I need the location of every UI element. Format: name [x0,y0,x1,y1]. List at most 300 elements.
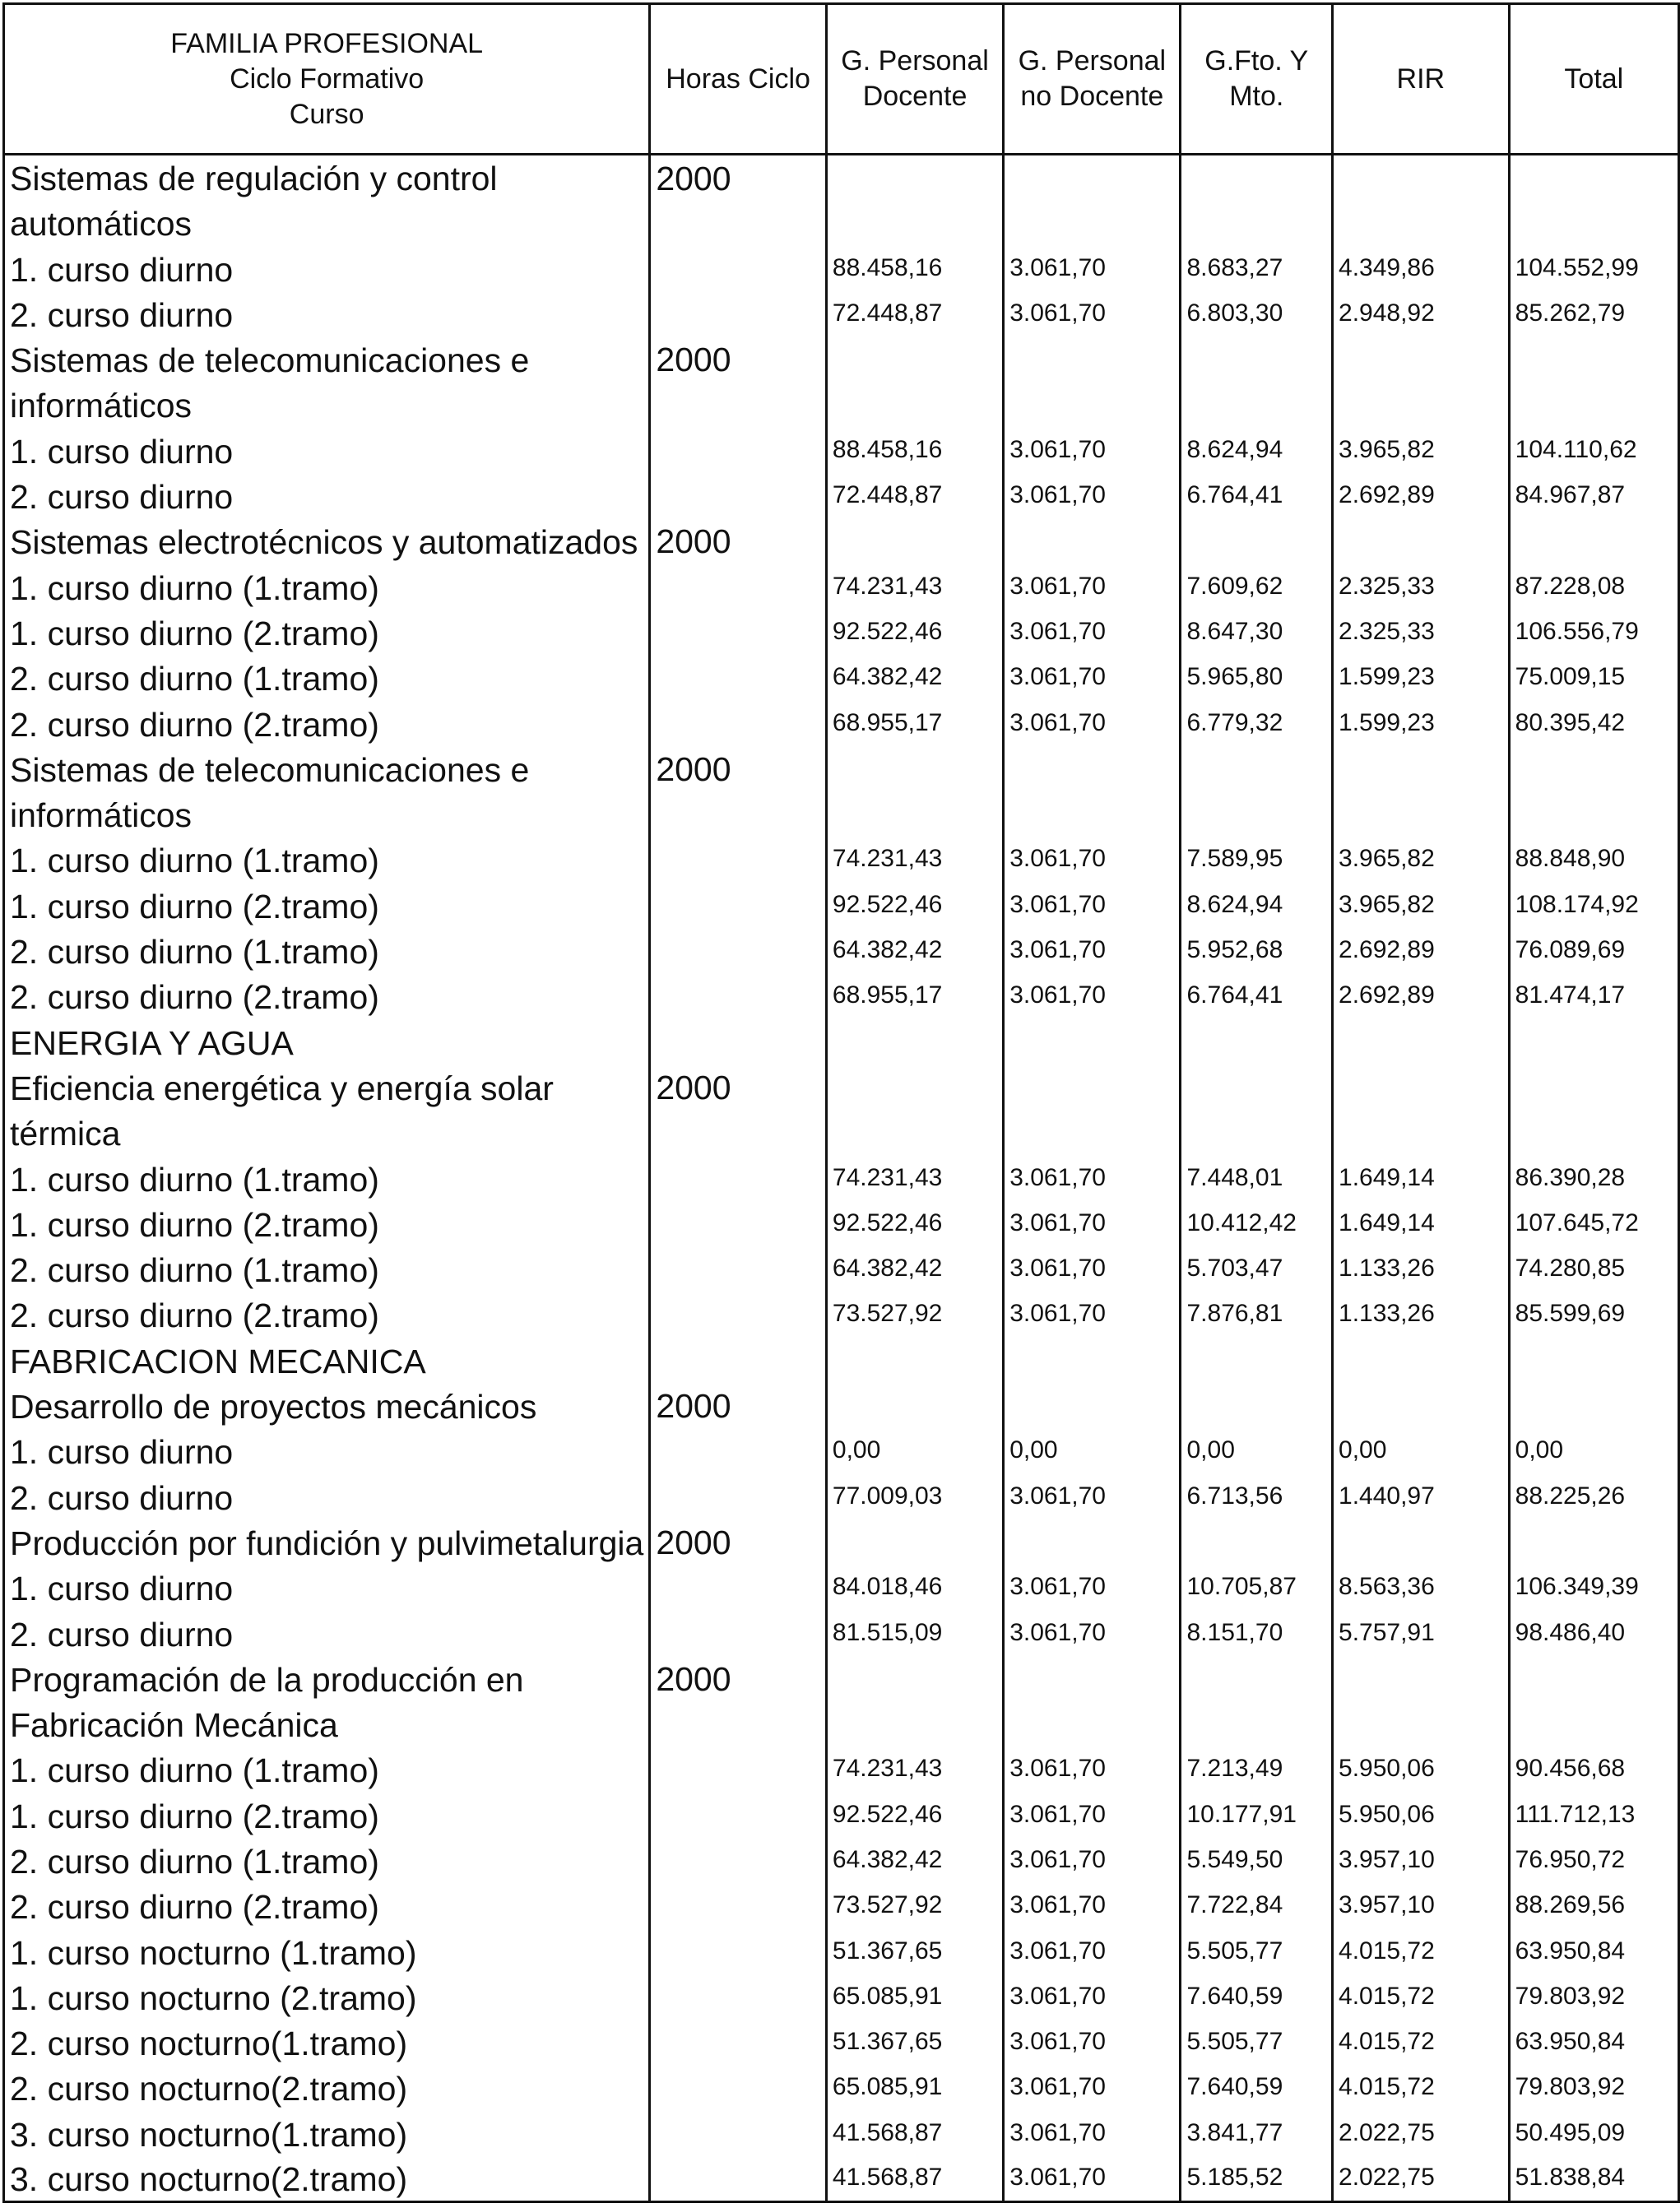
hours-cell [650,973,827,1018]
hours-cell [650,1246,827,1292]
rir-cell: 4.015,72 [1333,1974,1510,2020]
hours-cell [650,245,827,290]
non-teaching-staff-cell: 3.061,70 [1004,1974,1181,2020]
table-row [4,382,1679,427]
non-teaching-staff-cell [1004,1383,1181,1428]
teaching-staff-cell [826,1519,1003,1565]
table-row [4,1155,1679,1200]
rir-cell [1333,1519,1510,1565]
rir-cell: 2.692,89 [1333,473,1510,518]
hours-cell [650,837,827,882]
table-row [4,2020,1679,2065]
operation-cell: 10.412,42 [1181,1201,1333,1246]
rir-cell [1333,1656,1510,1701]
hours-cell [650,610,827,655]
total-cell: 76.089,69 [1509,928,1678,973]
table-row [4,473,1679,518]
row-label: Fabricación Mecánica [4,1701,650,1746]
row-label: 2. curso diurno [4,1473,650,1519]
teaching-staff-cell: 72.448,87 [826,291,1003,336]
table-row [4,928,1679,973]
non-teaching-staff-cell: 3.061,70 [1004,1883,1181,1928]
table-body [4,155,1679,2202]
non-teaching-staff-cell: 3.061,70 [1004,2110,1181,2155]
row-label: 1. curso diurno [4,427,650,472]
table-row [4,1519,1679,1565]
table-row [4,1428,1679,1473]
row-label: 1. curso diurno (2.tramo) [4,610,650,655]
row-label: 1. curso diurno (2.tramo) [4,1792,650,1837]
table-row [4,1201,1679,1246]
table-row [4,1383,1679,1428]
hours-cell: 2000 [650,1065,827,1110]
teaching-staff-cell: 74.231,43 [826,1155,1003,1200]
non-teaching-staff-cell [1004,791,1181,837]
header-non-teaching-staff: G. Personal no Docente [1004,4,1181,155]
hours-cell [650,655,827,700]
operation-cell [1181,1656,1333,1701]
row-label: 2. curso diurno (2.tramo) [4,1883,650,1928]
total-cell: 106.556,79 [1509,610,1678,655]
rir-cell: 2.692,89 [1333,973,1510,1018]
table-row [4,1018,1679,1064]
rir-cell: 4.349,86 [1333,245,1510,290]
non-teaching-staff-cell: 3.061,70 [1004,837,1181,882]
rir-cell: 1.133,26 [1333,1246,1510,1292]
rir-cell: 2.325,33 [1333,564,1510,609]
operation-cell [1181,200,1333,245]
teaching-staff-cell: 0,00 [826,1428,1003,1473]
non-teaching-staff-cell [1004,382,1181,427]
row-label: 2. curso diurno [4,473,650,518]
table-row [4,746,1679,791]
teaching-staff-cell: 77.009,03 [826,1473,1003,1519]
teaching-staff-cell: 74.231,43 [826,837,1003,882]
table-row [4,1246,1679,1292]
operation-cell [1181,1701,1333,1746]
row-label: 1. curso diurno (1.tramo) [4,564,650,609]
rir-cell: 2.948,92 [1333,291,1510,336]
teaching-staff-cell: 74.231,43 [826,1746,1003,1792]
non-teaching-staff-cell [1004,518,1181,564]
rir-cell: 1.440,97 [1333,1473,1510,1519]
total-cell: 75.009,15 [1509,655,1678,700]
operation-cell: 7.640,59 [1181,1974,1333,2020]
table-row [4,610,1679,655]
total-cell: 79.803,92 [1509,1974,1678,2020]
table-row [4,427,1679,472]
total-cell: 87.228,08 [1509,564,1678,609]
operation-cell: 5.505,77 [1181,2020,1333,2065]
row-label: 2. curso diurno (2.tramo) [4,1292,650,1337]
rir-cell: 5.950,06 [1333,1792,1510,1837]
operation-cell: 6.764,41 [1181,473,1333,518]
non-teaching-staff-cell [1004,1656,1181,1701]
operation-cell: 10.177,91 [1181,1792,1333,1837]
non-teaching-staff-cell: 3.061,70 [1004,2156,1181,2201]
operation-cell: 7.213,49 [1181,1746,1333,1792]
header-operation-maintenance: G.Fto. Y Mto. [1181,4,1333,155]
non-teaching-staff-cell: 3.061,70 [1004,2065,1181,2110]
hours-cell [650,2156,827,2201]
total-cell [1509,382,1678,427]
teaching-staff-cell [826,336,1003,382]
operation-cell: 5.549,50 [1181,1838,1333,1883]
total-cell [1509,1519,1678,1565]
hours-cell [650,1110,827,1155]
total-cell: 85.599,69 [1509,1292,1678,1337]
total-cell: 98.486,40 [1509,1610,1678,1655]
total-cell: 50.495,09 [1509,2110,1678,2155]
table-row [4,655,1679,700]
total-cell [1509,1110,1678,1155]
row-label: 2. curso diurno (2.tramo) [4,700,650,745]
operation-cell: 10.705,87 [1181,1565,1333,1610]
rir-cell: 2.692,89 [1333,928,1510,973]
hours-cell [650,1974,827,2020]
rir-cell [1333,1110,1510,1155]
table-row [4,245,1679,290]
operation-cell: 6.713,56 [1181,1473,1333,1519]
total-cell: 90.456,68 [1509,1746,1678,1792]
total-cell: 81.474,17 [1509,973,1678,1018]
non-teaching-staff-cell: 3.061,70 [1004,1201,1181,1246]
non-teaching-staff-cell [1004,200,1181,245]
teaching-staff-cell: 73.527,92 [826,1883,1003,1928]
table-row [4,2065,1679,2110]
hours-cell [650,1292,827,1337]
total-cell: 88.225,26 [1509,1473,1678,1519]
row-label: 2. curso nocturno(2.tramo) [4,2065,650,2110]
operation-cell [1181,1519,1333,1565]
hours-cell [650,1018,827,1064]
operation-cell: 5.703,47 [1181,1246,1333,1292]
teaching-staff-cell: 68.955,17 [826,700,1003,745]
non-teaching-staff-cell: 3.061,70 [1004,882,1181,927]
non-teaching-staff-cell: 3.061,70 [1004,1292,1181,1337]
teaching-staff-cell: 51.367,65 [826,2020,1003,2065]
teaching-staff-cell: 73.527,92 [826,1292,1003,1337]
row-label: Desarrollo de proyectos mecánicos [4,1383,650,1428]
teaching-staff-cell [826,155,1003,201]
non-teaching-staff-cell: 3.061,70 [1004,1838,1181,1883]
rir-cell [1333,746,1510,791]
operation-cell [1181,1018,1333,1064]
hours-cell [650,882,827,927]
operation-cell [1181,1110,1333,1155]
hours-cell [650,1155,827,1200]
table-row [4,1928,1679,1974]
hours-cell [650,291,827,336]
rir-cell: 3.957,10 [1333,1883,1510,1928]
teaching-staff-cell: 68.955,17 [826,973,1003,1018]
teaching-staff-cell: 92.522,46 [826,1792,1003,1837]
operation-cell: 8.624,94 [1181,427,1333,472]
operation-cell: 5.952,68 [1181,928,1333,973]
teaching-staff-cell: 64.382,42 [826,1838,1003,1883]
rir-cell: 1.649,14 [1333,1155,1510,1200]
total-cell [1509,1337,1678,1382]
rir-cell: 5.950,06 [1333,1746,1510,1792]
total-cell [1509,1656,1678,1701]
table-row [4,155,1679,201]
operation-cell: 8.683,27 [1181,245,1333,290]
row-label: FABRICACION MECANICA [4,1337,650,1382]
total-cell [1509,1701,1678,1746]
table-row [4,1656,1679,1701]
header-hours: Horas Ciclo [650,4,827,155]
rir-cell: 1.133,26 [1333,1292,1510,1337]
header-teaching-staff: G. Personal Docente [826,4,1003,155]
header-total: Total [1509,4,1678,155]
teaching-staff-cell: 88.458,16 [826,245,1003,290]
operation-cell: 0,00 [1181,1428,1333,1473]
row-label: Sistemas de regulación y control [4,155,650,201]
non-teaching-staff-cell: 3.061,70 [1004,655,1181,700]
rir-cell: 0,00 [1333,1428,1510,1473]
row-label: 3. curso nocturno(1.tramo) [4,2110,650,2155]
non-teaching-staff-cell [1004,155,1181,201]
row-label: 2. curso diurno (1.tramo) [4,928,650,973]
cost-table [2,2,1680,2203]
hours-cell [650,1746,827,1792]
non-teaching-staff-cell: 0,00 [1004,1428,1181,1473]
table-row [4,1883,1679,1928]
total-cell [1509,155,1678,201]
non-teaching-staff-cell: 3.061,70 [1004,973,1181,1018]
header-row [4,4,1679,155]
teaching-staff-cell: 92.522,46 [826,882,1003,927]
row-label: 1. curso diurno [4,245,650,290]
teaching-staff-cell: 88.458,16 [826,427,1003,472]
hours-cell [650,1473,827,1519]
teaching-staff-cell [826,1383,1003,1428]
total-cell: 108.174,92 [1509,882,1678,927]
row-label: 2. curso diurno (2.tramo) [4,973,650,1018]
operation-cell: 6.764,41 [1181,973,1333,1018]
hours-cell [650,564,827,609]
rir-cell: 2.022,75 [1333,2156,1510,2201]
teaching-staff-cell: 41.568,87 [826,2110,1003,2155]
row-label: 1. curso nocturno (1.tramo) [4,1928,650,1974]
operation-cell [1181,518,1333,564]
non-teaching-staff-cell [1004,1519,1181,1565]
total-cell: 63.950,84 [1509,1928,1678,1974]
teaching-staff-cell: 81.515,09 [826,1610,1003,1655]
total-cell: 51.838,84 [1509,2156,1678,2201]
table-row [4,336,1679,382]
row-label: informáticos [4,791,650,837]
non-teaching-staff-cell: 3.061,70 [1004,1610,1181,1655]
hours-cell: 2000 [650,746,827,791]
rir-cell: 5.757,91 [1333,1610,1510,1655]
total-cell [1509,1383,1678,1428]
rir-cell: 2.022,75 [1333,2110,1510,2155]
rir-cell [1333,1018,1510,1064]
row-label: 1. curso diurno (1.tramo) [4,1155,650,1200]
rir-cell [1333,1383,1510,1428]
non-teaching-staff-cell [1004,1065,1181,1110]
table-row [4,1065,1679,1110]
non-teaching-staff-cell: 3.061,70 [1004,1473,1181,1519]
table-row [4,1974,1679,2020]
row-label: Sistemas de telecomunicaciones e [4,746,650,791]
hours-cell [650,2020,827,2065]
total-cell: 88.848,90 [1509,837,1678,882]
operation-cell: 5.185,52 [1181,2156,1333,2201]
table-row [4,1565,1679,1610]
rir-cell: 3.957,10 [1333,1838,1510,1883]
hours-cell [650,1201,827,1246]
row-label: 1. curso nocturno (2.tramo) [4,1974,650,2020]
teaching-staff-cell: 92.522,46 [826,610,1003,655]
table-header [4,4,1679,155]
operation-cell [1181,1065,1333,1110]
table-row [4,837,1679,882]
table-row [4,1110,1679,1155]
rir-cell [1333,1337,1510,1382]
total-cell: 63.950,84 [1509,2020,1678,2065]
operation-cell [1181,746,1333,791]
total-cell: 107.645,72 [1509,1201,1678,1246]
teaching-staff-cell: 92.522,46 [826,1201,1003,1246]
teaching-staff-cell [826,1110,1003,1155]
total-cell: 0,00 [1509,1428,1678,1473]
table-row [4,564,1679,609]
operation-cell [1181,1383,1333,1428]
rir-cell [1333,200,1510,245]
teaching-staff-cell: 51.367,65 [826,1928,1003,1974]
total-cell: 76.950,72 [1509,1838,1678,1883]
teaching-staff-cell: 64.382,42 [826,1246,1003,1292]
total-cell [1509,518,1678,564]
hours-cell [650,1883,827,1928]
row-label: 1. curso diurno (1.tramo) [4,1746,650,1792]
non-teaching-staff-cell: 3.061,70 [1004,928,1181,973]
row-label: Sistemas de telecomunicaciones e [4,336,650,382]
teaching-staff-cell: 64.382,42 [826,655,1003,700]
operation-cell: 7.609,62 [1181,564,1333,609]
total-cell: 111.712,13 [1509,1792,1678,1837]
hours-cell [650,473,827,518]
rir-cell: 4.015,72 [1333,2020,1510,2065]
rir-cell: 1.599,23 [1333,700,1510,745]
row-label: 3. curso nocturno(2.tramo) [4,2156,650,2201]
hours-cell [650,1928,827,1974]
hours-cell: 2000 [650,1519,827,1565]
row-label: 1. curso diurno [4,1565,650,1610]
teaching-staff-cell: 65.085,91 [826,1974,1003,2020]
table-row [4,1838,1679,1883]
table-row [4,1746,1679,1792]
row-label: 2. curso diurno [4,1610,650,1655]
operation-cell: 3.841,77 [1181,2110,1333,2155]
table-row [4,1292,1679,1337]
table-row [4,518,1679,564]
row-label: 1. curso diurno (2.tramo) [4,882,650,927]
non-teaching-staff-cell: 3.061,70 [1004,1246,1181,1292]
total-cell [1509,791,1678,837]
teaching-staff-cell: 72.448,87 [826,473,1003,518]
teaching-staff-cell [826,1065,1003,1110]
teaching-staff-cell: 65.085,91 [826,2065,1003,2110]
rir-cell: 4.015,72 [1333,1928,1510,1974]
rir-cell: 2.325,33 [1333,610,1510,655]
rir-cell [1333,1701,1510,1746]
non-teaching-staff-cell: 3.061,70 [1004,1155,1181,1200]
total-cell [1509,1065,1678,1110]
hours-cell [650,2110,827,2155]
rir-cell [1333,518,1510,564]
teaching-staff-cell: 64.382,42 [826,928,1003,973]
hours-cell [650,1701,827,1746]
operation-cell: 6.803,30 [1181,291,1333,336]
teaching-staff-cell [826,1337,1003,1382]
operation-cell: 7.640,59 [1181,2065,1333,2110]
table-row [4,1610,1679,1655]
non-teaching-staff-cell [1004,1701,1181,1746]
rir-cell [1333,1065,1510,1110]
row-label: 2. curso diurno [4,291,650,336]
teaching-staff-cell: 74.231,43 [826,564,1003,609]
total-cell [1509,1018,1678,1064]
non-teaching-staff-cell [1004,1018,1181,1064]
non-teaching-staff-cell [1004,1110,1181,1155]
row-label: 2. curso diurno (1.tramo) [4,655,650,700]
hours-cell [650,382,827,427]
total-cell: 104.552,99 [1509,245,1678,290]
operation-cell: 8.647,30 [1181,610,1333,655]
rir-cell: 8.563,36 [1333,1565,1510,1610]
operation-cell: 7.589,95 [1181,837,1333,882]
hours-cell: 2000 [650,336,827,382]
operation-cell: 7.876,81 [1181,1292,1333,1337]
table-row [4,291,1679,336]
row-label: 1. curso diurno (1.tramo) [4,837,650,882]
operation-cell: 5.505,77 [1181,1928,1333,1974]
total-cell: 86.390,28 [1509,1155,1678,1200]
hours-cell [650,928,827,973]
teaching-staff-cell [826,746,1003,791]
hours-cell [650,1337,827,1382]
rir-cell: 1.649,14 [1333,1201,1510,1246]
row-label: térmica [4,1110,650,1155]
row-label: Sistemas electrotécnicos y automatizados [4,518,650,564]
non-teaching-staff-cell: 3.061,70 [1004,427,1181,472]
teaching-staff-cell [826,1018,1003,1064]
hours-cell: 2000 [650,155,827,201]
table-row [4,791,1679,837]
hours-cell [650,1838,827,1883]
row-label: 2. curso diurno (1.tramo) [4,1246,650,1292]
hours-cell [650,2065,827,2110]
operation-cell: 8.624,94 [1181,882,1333,927]
total-cell: 84.967,87 [1509,473,1678,518]
hours-cell [650,791,827,837]
non-teaching-staff-cell: 3.061,70 [1004,473,1181,518]
table-row [4,1701,1679,1746]
header-family: FAMILIA PROFESIONAL Ciclo Formativo Curso [4,4,650,155]
total-cell: 80.395,42 [1509,700,1678,745]
non-teaching-staff-cell: 3.061,70 [1004,1792,1181,1837]
operation-cell: 8.151,70 [1181,1610,1333,1655]
table-row [4,1473,1679,1519]
rir-cell [1333,382,1510,427]
teaching-staff-cell [826,200,1003,245]
rir-cell: 3.965,82 [1333,427,1510,472]
row-label: ENERGIA Y AGUA [4,1018,650,1064]
hours-cell [650,427,827,472]
